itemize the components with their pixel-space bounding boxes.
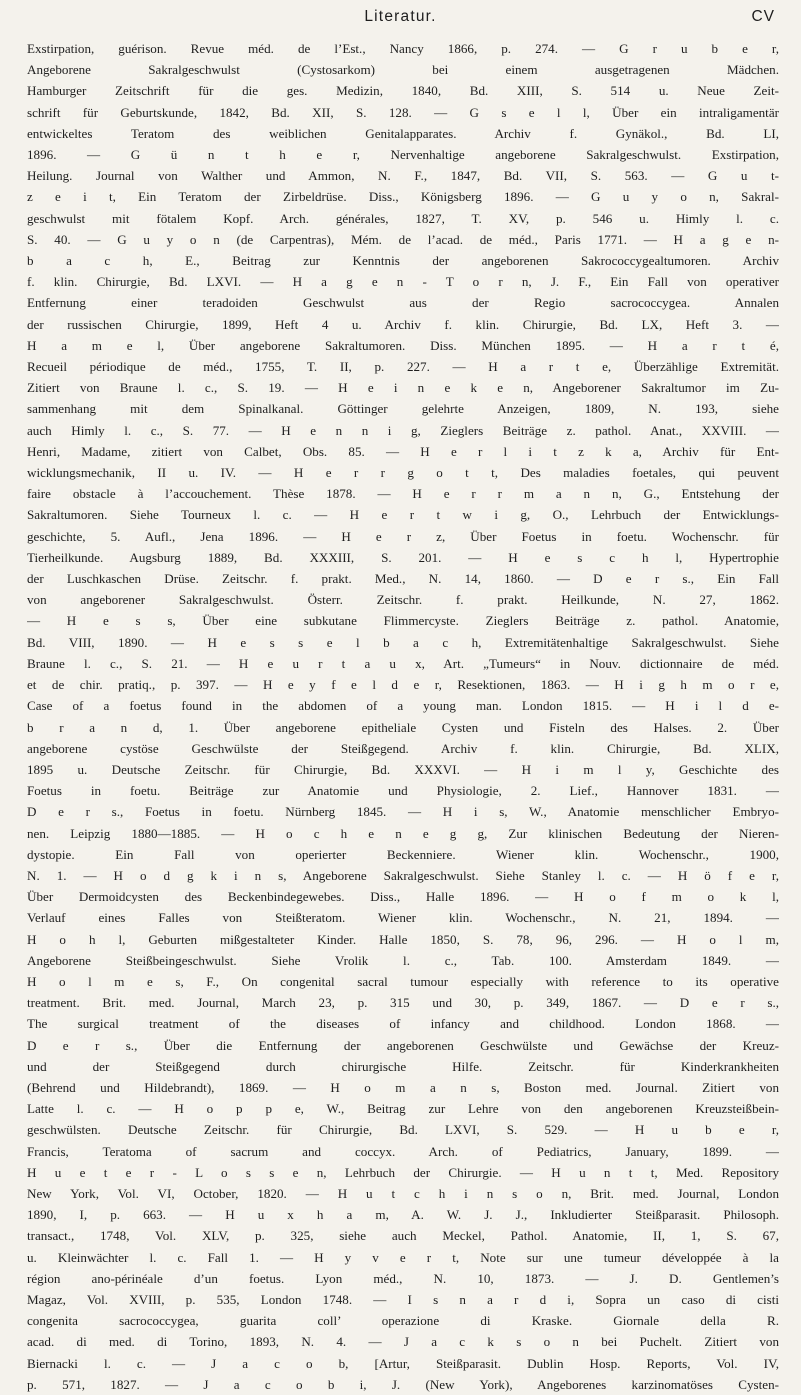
text-line: Zitiert von Braune l. c., S. 19. — H e i n e k e n, Angeborener Sakraltumor im Zu-	[27, 380, 779, 396]
text-line: f. klin. Chirurgie, Bd. LXVI. — H a g e n - T o r n, J. F., Ein Fall von operativer	[27, 274, 779, 290]
text-line: nen. Leipzig 1880—1885. — H o c h e n e g g, Zur klinischen Bedeutung der Nieren-	[27, 825, 779, 841]
text-line: der Luschkaschen Drüse. Zeitschr. f. prakt. Med., N. 14, 1860. — D e r s., Ein Fall	[27, 571, 779, 587]
text-line: b r a n d, 1. Über angeborene epitheliale Cysten und Fisteln des Halses. 2. Über	[27, 719, 779, 735]
text-line: u. Kleinwächter l. c. Fall 1. — H y v e r t, Note sur une tumeur développée à la	[27, 1249, 779, 1265]
text-line: 1890, I, p. 663. — H u x h a m, A. W. J. J., Inkludierter Steißparasit. Philosoph.	[27, 1207, 779, 1223]
text-line: transact., 1748, Vol. XLV, p. 325, siehe auch Meckel, Pathol. Anatomie, II, 1, S. 67,	[27, 1228, 779, 1244]
text-line: The surgical treatment of the diseases of infancy and childhood. London 1868. —	[27, 1016, 779, 1032]
text-line: D e r s., Foetus in foetu. Nürnberg 1845. — H i s, W., Anatomie menschlicher Embryo-	[27, 804, 779, 820]
text-line: H o l m e s, F., On congenital sacral tumour especially with reference to its operative	[27, 973, 779, 989]
text-line: treatment. Brit. med. Journal, March 23, p. 315 und 30, p. 349, 1867. — D e r s.,	[27, 995, 779, 1011]
text-line: der russischen Chirurgie, 1899, Heft 4 u. Archiv f. klin. Chirurgie, Bd. LX, Heft 3. —	[27, 316, 779, 332]
bibliography-text	[27, 38, 779, 1395]
text-line: b a c h, E., Beitrag zur Kenntnis der angeborenen Sakrococcygealtumoren. Archiv	[27, 253, 779, 269]
text-line: Sakraltumoren. Siehe Tourneux l. c. — H e r t w i g, O., Lehrbuch der Entwicklungs-	[27, 507, 779, 523]
text-line: H u e t e r - L o s s e n, Lehrbuch der Chirurgie. — H u n t t, Med. Repository	[27, 1164, 779, 1180]
text-line: (Behrend und Hildebrandt), 1869. — H o m a n s, Boston med. Journal. Zitiert von	[27, 1079, 779, 1095]
text-line: Francis, Teratoma of sacrum and coccyx. Arch. of Pediatrics, January, 1899. —	[27, 1143, 779, 1159]
text-line: entwickeltes Teratom des weiblichen Genitalapparates. Archiv f. Gynäkol., Bd. LI,	[27, 125, 779, 141]
text-line: — H e s s, Über eine subkutane Flimmercyste. Zieglers Beiträge z. pathol. Anatomie,	[27, 613, 779, 629]
text-line: wicklungsmechanik, II u. IV. — H e r r g o t t, Des maladies foetales, qui peuvent	[27, 465, 779, 481]
text-line: auch Himly l. c., S. 77. — H e n n i g, Zieglers Beiträge z. pathol. Anat., XXVIII. —	[27, 422, 779, 438]
text-line: Tierheilkunde. Augsburg 1889, Bd. XXXIII, S. 201. — H e s c h l, Hypertrophie	[27, 549, 779, 565]
text-line: 1896. — G ü n t h e r, Nervenhaltige angeborene Sakralgeschwulst. Exstirpation,	[27, 147, 779, 163]
text-line: Entfernung einer teradoiden Geschwulst aus der Regio sacrococcygea. Annalen	[27, 295, 779, 311]
text-line: Verlauf eines Falles von Steißteratom. Wiener klin. Wochenschr., N. 21, 1894. —	[27, 910, 779, 926]
text-line: New York, Vol. VI, October, 1820. — H u t c h i n s o n, Brit. med. Journal, London	[27, 1185, 779, 1201]
text-line: und der Steißgegend durch chirurgische Hilfe. Zeitschr. für Kinderkrankheiten	[27, 1058, 779, 1074]
text-line: Foetus in foetu. Beiträge zur Anatomie und Physiologie, 2. Lief., Hannover 1831. —	[27, 783, 779, 799]
page-number: CV	[751, 8, 775, 25]
text-line: faire obstacle à l’accouchement. Thèse 1878. — H e r r m a n n, G., Entstehung der	[27, 486, 779, 502]
text-line: z e i t, Ein Teratom der Zirbeldrüse. Diss., Königsberg 1896. — G u y o n, Sakral-	[27, 189, 779, 205]
text-line: schrift für Geburtskunde, 1842, Bd. XII, S. 128. — G s e l l, Über ein intraligamentär	[27, 104, 779, 120]
text-line: congenita sacrococcygea, guarita coll’ operazione di Kraske. Giornale della R.	[27, 1313, 779, 1329]
text-line: Magaz, Vol. XVIII, p. 535, London 1748. — I s n a r d i, Sopra un caso di cisti	[27, 1291, 779, 1307]
text-line: Exstirpation, guérison. Revue méd. de l’Est., Nancy 1866, p. 274. — G r u b e r,	[27, 41, 779, 56]
text-line: D e r s., Über die Entfernung der angeborenen Geschwülste und Gewächse der Kreuz-	[27, 1037, 779, 1053]
text-line: Über Dermoidcysten des Beckenbindegewebes. Diss., Halle 1896. — H o f m o k l,	[27, 889, 779, 905]
text-line: p. 571, 1827. — J a c o b i, J. (New York), Angeborenes karzinomatöses Cysten-	[27, 1376, 779, 1392]
text-line: H a m e l, Über angeborene Sakraltumoren. Diss. München 1895. — H a r t é,	[27, 337, 779, 353]
text-line: N. 1. — H o d g k i n s, Angeborene Sakralgeschwulst. Siehe Stanley l. c. — H ö f e r,	[27, 867, 779, 883]
text-line: Latte l. c. — H o p p e, W., Beitrag zur Lehre von den angeborenen Kreuzsteißbein-	[27, 1101, 779, 1117]
text-line: geschwülsten. Deutsche Zeitschr. für Chirurgie, Bd. LXVI, S. 529. — H u b e r,	[27, 1122, 779, 1138]
text-line: Recueil périodique de méd., 1755, T. II, p. 227. — H a r t e, Überzählige Extremität.	[27, 359, 779, 375]
text-line: Braune l. c., S. 21. — H e u r t a u x, Art. „Tumeurs“ in Nouv. dictionnaire de méd.	[27, 655, 779, 671]
text-line: geschwulst mit fötalem Kopf. Arch. générales, 1827, T. XV, p. 546 u. Himly l. c.	[27, 210, 779, 226]
text-line: S. 40. — G u y o n (de Carpentras), Mém. de l’acad. de méd., Paris 1771. — H a g e n-	[27, 231, 779, 247]
text-line: sammenhang mit dem Spinalkanal. Göttinger gelehrte Anzeigen, 1809, N. 193, siehe	[27, 401, 779, 417]
text-line: région ano-périnéale d’un foetus. Lyon méd., N. 10, 1873. — J. D. Gentlemen’s	[27, 1270, 779, 1286]
text-line: Angeborene Sakralgeschwulst (Cystosarkom) bei einem ausgetragenen Mädchen.	[27, 62, 779, 78]
text-line: Heilung. Journal von Walther und Ammon, N. F., 1847, Bd. VII, S. 563. — G u t-	[27, 168, 779, 184]
text-line: acad. di med. di Torino, 1893, N. 4. — J a c k s o n bei Puchelt. Zitiert von	[27, 1334, 779, 1350]
text-line: Biernacki l. c. — J a c o b, [Artur, Steißparasit. Dublin Hosp. Reports, Vol. IV,	[27, 1355, 779, 1371]
text-line: Henri, Madame, zitiert von Calbet, Obs. 85. — H e r l i t z k a, Archiv für Ent-	[27, 443, 779, 459]
text-line: et de chir. pratiq., p. 397. — H e y f e l d e r, Resektionen, 1863. — H i g h m o r e,	[27, 677, 779, 693]
running-title: Literatur.	[364, 8, 437, 25]
text-line: H o h l, Geburten mißgestalteter Kinder. Halle 1850, S. 78, 96, 296. — H o l m,	[27, 931, 779, 947]
text-line: geschichte, 5. Aufl., Jena 1896. — H e r z, Über Foetus in foetu. Wochenschr. für	[27, 528, 779, 544]
text-line: 1895 u. Deutsche Zeitschr. für Chirurgie, Bd. XXXVI. — H i m l y, Geschichte des	[27, 761, 779, 777]
text-line: Bd. VIII, 1890. — H e s s e l b a c h, Extremitätenhaltige Sakralgeschwulst. Siehe	[27, 634, 779, 650]
text-line: Case of a foetus found in the abdomen of a young man. London 1815. — H i l d e-	[27, 698, 779, 714]
text-line: dystopie. Ein Fall von operierter Beckenniere. Wiener klin. Wochenschr., 1900,	[27, 846, 779, 862]
text-line: Angeborene Steißbeingeschwulst. Siehe Vrolik l. c., Tab. 100. Amsterdam 1849. —	[27, 952, 779, 968]
text-line: angeborene cystöse Geschwülste der Steißgegend. Archiv f. klin. Chirurgie, Bd. XLIX,	[27, 740, 779, 756]
text-line: Hamburger Zeitschrift für die ges. Medizin, 1840, Bd. XIII, S. 514 u. Neue Zeit-	[27, 83, 779, 99]
text-line: von angeborener Sakralgeschwulst. Österr. Zeitschr. f. prakt. Heilkunde, N. 27, 1862.	[27, 592, 779, 608]
